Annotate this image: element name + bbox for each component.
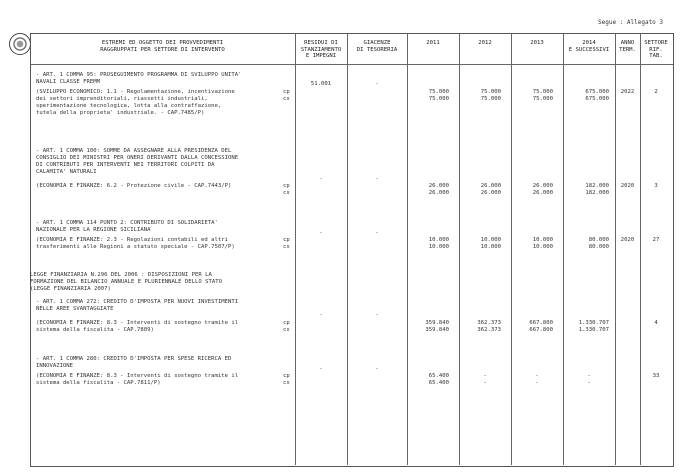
value-2012: 26.000 26.000 — [480, 183, 501, 196]
value-2014: 182.000 182.000 — [585, 183, 609, 196]
value-2012: 362.373 362.373 — [477, 320, 501, 333]
settore-value: 27 — [652, 237, 660, 243]
provision-title: - ART. 1 COMMA 95: PROSEGUIMENTO PROGRAMMA DI SVILUPPO UNITA' NAVALI CLASSE FREMM — [36, 72, 242, 85]
value-2011: 10.000 10.000 — [428, 237, 449, 250]
col-divider — [615, 33, 616, 465]
provision-description: (ECONOMIA E FINANZE: 6.2 - Protezione civile - CAP.7443/P) — [36, 183, 232, 189]
header-2014: 2014 E SUCCESSIVI — [568, 40, 610, 53]
col-divider — [640, 33, 641, 465]
giacenze-value: - — [375, 366, 379, 372]
value-2012: 10.000 10.000 — [480, 237, 501, 250]
settore-value: 2 — [654, 89, 658, 95]
provision-title: - ART. 1 COMMA 100: SOMME DA ASSEGNARE ALLA PRESIDENZA DEL CONSIGLIO DEI MINISTRI PER ONERI DERIVANTI DALLA CONCESSIONE DI CONTRIBUTI PER INTERVENTI NEI TERRITORI COLPITI DA CALAMITA' NATURALI — [36, 148, 239, 175]
value-2013: 10.000 10.000 — [532, 237, 553, 250]
residui-value: - — [319, 230, 323, 236]
settore-value: 4 — [654, 320, 658, 326]
giacenze-value: - — [375, 81, 379, 87]
anno-value: 2020 — [620, 237, 635, 243]
header-divider — [30, 64, 673, 65]
settore-value: 33 — [652, 373, 660, 379]
header-residui: RESIDUI DI STANZIAMENTO E IMPEGNI — [300, 40, 342, 60]
giacenze-value: - — [375, 312, 379, 318]
value-2011: 359.840 359.840 — [425, 320, 449, 333]
republic-emblem-icon — [9, 33, 31, 55]
cp-cs-label: cp cs — [283, 89, 290, 102]
anno-value: 2022 — [620, 89, 635, 95]
header-anno: ANNO TERM. — [619, 40, 636, 53]
provision-description: (ECONOMIA E FINANZE: 8.3 - Interventi di sostegno tramite il sistema della fiscalita - CAP.7811/P) — [36, 373, 239, 386]
cp-cs-label: cp cs — [283, 183, 290, 196]
giacenze-value: - — [375, 230, 379, 236]
value-2011: 65.400 65.400 — [428, 373, 449, 386]
header-2011: 2011 — [426, 40, 440, 46]
residui-value: - — [319, 312, 323, 318]
value-2014: - - — [587, 373, 591, 386]
header-description: ESTREMI ED OGGETTO DEI PROVVEDIMENTI RAGGRUPPATI PER SETTORE DI INTERVENTO — [100, 40, 225, 53]
cp-cs-label: cp cs — [283, 373, 290, 386]
col-divider — [295, 33, 296, 465]
header-settore: SETTORE RIF. TAB. — [644, 40, 668, 60]
provision-description: (SVILUPPO ECONOMICO: 1.1 - Regolamentazione, incentivazione dei settori imprenditoriali, riassetti industriali, sperimentazione tecnologica, lotta alla contraffazione, tutela della proprieta' industriale. - CAP.7485/P) — [36, 89, 235, 116]
value-2013: 75.000 75.000 — [532, 89, 553, 102]
section-heading: LEGGE FINANZIARIA N.296 DEL 2006 : DISPOSIZIONI PER LA FORMAZIONE DEL BILANCIO ANNUALE E PLURIENNALE DELLO STATO (LEGGE FINANZIARIA 2007) — [30, 272, 222, 292]
residui-value: - — [319, 176, 323, 182]
provision-title: - ART. 1 COMMA 272: CREDITO D'IMPOSTA PER NUOVI INVESTIMENTI NELLE AREE SVANTAGGIATE — [36, 299, 239, 312]
provision-title: - ART. 1 COMMA 114 PUNTO 2: CONTRIBUTO DI SOLIDARIETA' NAZIONALE PER LA REGIONE SICILIANA — [36, 220, 218, 233]
giacenze-value: - — [375, 176, 379, 182]
value-2014: 1.330.707 1.330.707 — [578, 320, 609, 333]
header-2012: 2012 — [478, 40, 492, 46]
cp-cs-label: cp cs — [283, 320, 290, 333]
anno-value: 2020 — [620, 183, 635, 189]
allegato-label: Segue : Allegato 3 — [598, 19, 664, 26]
residui-value: - — [319, 366, 323, 372]
residui-value: 51.001 — [310, 81, 332, 87]
header-giacenze: GIACENZE DI TESORERIA — [356, 40, 398, 53]
value-2013: - - — [535, 373, 539, 386]
value-2012: 75.000 75.000 — [480, 89, 501, 102]
value-2013: 26.000 26.000 — [532, 183, 553, 196]
value-2011: 26.000 26.000 — [428, 183, 449, 196]
value-2011: 75.000 75.000 — [428, 89, 449, 102]
header-2013: 2013 — [530, 40, 544, 46]
value-2014: 675.000 675.000 — [585, 89, 609, 102]
provision-description: (ECONOMIA E FINANZE: 8.3 - Interventi di sostegno tramite il sistema della fiscalita - CAP.7809) — [36, 320, 239, 333]
provision-description: (ECONOMIA E FINANZE: 2.3 - Regolazioni contabili ed altri trasferimenti alle Regioni a statuto speciale - CAP.7507/P) — [36, 237, 235, 250]
value-2014: 80.000 80.000 — [588, 237, 609, 250]
settore-value: 3 — [654, 183, 658, 189]
value-2013: 667.800 667.800 — [529, 320, 553, 333]
value-2012: - - — [483, 373, 487, 386]
cp-cs-label: cp cs — [283, 237, 290, 250]
col-divider — [347, 33, 348, 465]
provision-title: - ART. 1 COMMA 280: CREDITO D'IMPOSTA PER SPESE RICERCA ED INNOVAZIONE — [36, 356, 232, 369]
